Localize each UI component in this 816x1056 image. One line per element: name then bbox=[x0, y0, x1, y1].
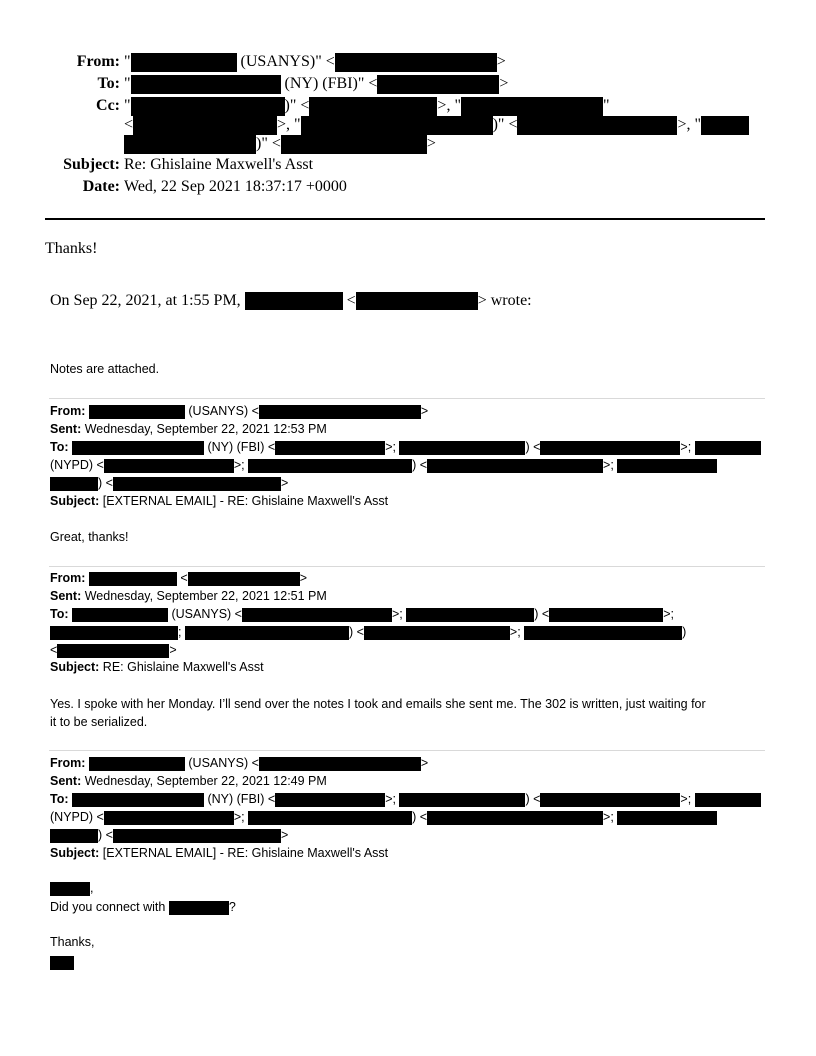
msg2-to-org: (USANYS) < bbox=[171, 607, 242, 621]
redaction bbox=[701, 116, 749, 135]
msg1-to-row-3: ) < > bbox=[50, 476, 288, 491]
redaction bbox=[104, 459, 234, 473]
msg1-subject-row bbox=[50, 494, 388, 508]
msg3-subject-row bbox=[50, 846, 388, 860]
redaction bbox=[89, 757, 185, 771]
redaction bbox=[275, 441, 385, 455]
redaction bbox=[695, 441, 761, 455]
msg3-subject-value: [EXTERNAL EMAIL] - RE: Ghislaine Maxwell's Asst bbox=[102, 846, 389, 860]
msg3-question-mark: ? bbox=[228, 900, 236, 914]
message-divider bbox=[49, 750, 765, 751]
redaction bbox=[113, 477, 281, 491]
header-subject-row bbox=[0, 156, 313, 174]
msg3-to-org: (NY) (FBI) < bbox=[207, 792, 276, 806]
msg1-from-label: From: bbox=[50, 404, 86, 418]
redaction bbox=[540, 793, 680, 807]
header-date-label: Date: bbox=[82, 178, 120, 195]
redaction bbox=[245, 292, 343, 310]
msg3-from-org: (USANYS) < bbox=[188, 756, 259, 770]
redaction bbox=[309, 97, 437, 116]
header-to-label: To: bbox=[97, 75, 120, 93]
header-from-org: (USANYS)" bbox=[240, 53, 322, 71]
redaction bbox=[124, 135, 256, 154]
msg3-sent-value: Wednesday, September 22, 2021 12:49 PM bbox=[84, 774, 327, 788]
header-from-label: From: bbox=[76, 53, 120, 71]
msg1-to-row-2: (NYPD) < >; ) < >; bbox=[50, 458, 717, 473]
redaction bbox=[399, 793, 525, 807]
redaction bbox=[281, 135, 427, 154]
redaction bbox=[50, 829, 98, 843]
msg2-to-row: To: (USANYS) < >; ) < >; bbox=[50, 607, 674, 621]
header-subject-label: Subject: bbox=[63, 156, 120, 173]
redaction bbox=[399, 441, 525, 455]
redaction bbox=[617, 459, 717, 473]
header-to-org: (NY) (FBI)" bbox=[284, 75, 365, 93]
message-divider bbox=[49, 398, 765, 399]
redaction bbox=[72, 608, 168, 622]
msg2-body-line-2: it to be serialized. bbox=[50, 715, 148, 729]
redaction bbox=[549, 608, 663, 622]
msg1-to-line2: (NYPD) < bbox=[50, 458, 104, 472]
redaction bbox=[427, 811, 603, 825]
reply-text: Thanks! bbox=[45, 240, 98, 257]
msg3-sent-label: Sent: bbox=[50, 774, 82, 788]
header-date-row bbox=[0, 178, 347, 196]
header-cc-row: Cc: " )" < >, " " bbox=[0, 97, 610, 116]
msg1-to-label: To: bbox=[50, 440, 69, 454]
redaction bbox=[113, 829, 281, 843]
msg3-to-row-2: (NYPD) < >; ) < >; bbox=[50, 810, 717, 825]
redaction bbox=[335, 53, 497, 72]
redaction bbox=[72, 793, 204, 807]
header-date-value: Wed, 22 Sep 2021 18:37:17 +0000 bbox=[124, 178, 347, 195]
header-to-row: To: " (NY) (FBI)" < > bbox=[0, 75, 508, 94]
redaction bbox=[50, 882, 90, 896]
msg2-body-line-1: Yes. I spoke with her Monday. I’ll send over the notes I took and emails she sent me. The 302 is written, just waiting for bbox=[50, 697, 706, 711]
msg3-question-text: Did you connect with bbox=[50, 900, 166, 914]
quote-attribution: On Sep 22, 2021, at 1:55 PM, < > wrote: bbox=[50, 292, 532, 309]
msg1-to-row: To: (NY) (FBI) < >; ) < >; bbox=[50, 440, 761, 455]
msg1-sent-row bbox=[50, 422, 327, 436]
redaction bbox=[275, 793, 385, 807]
redaction bbox=[72, 441, 204, 455]
header-from-row: From: " (USANYS)" < > bbox=[0, 53, 506, 72]
quote-prefix: On Sep 22, 2021, at 1:55 PM, bbox=[50, 292, 241, 309]
redaction bbox=[50, 626, 178, 640]
msg1-sent-value: Wednesday, September 22, 2021 12:53 PM bbox=[84, 422, 327, 436]
msg3-greeting: , bbox=[50, 881, 93, 896]
msg2-to-row-3: < > bbox=[50, 643, 177, 657]
msg1-subject-value: [EXTERNAL EMAIL] - RE: Ghislaine Maxwell's Asst bbox=[102, 494, 389, 508]
redaction bbox=[133, 116, 277, 135]
redaction bbox=[89, 572, 177, 586]
header-cc-label: Cc: bbox=[96, 97, 120, 115]
msg3-sent-row bbox=[50, 774, 327, 788]
header-divider bbox=[45, 218, 765, 220]
msg1-body: Great, thanks! bbox=[50, 530, 129, 544]
notes-text: Notes are attached. bbox=[50, 362, 160, 376]
msg3-signature bbox=[50, 955, 74, 970]
redaction bbox=[169, 901, 229, 915]
msg2-sent-row bbox=[50, 589, 327, 603]
msg3-from-label: From: bbox=[50, 756, 86, 770]
redaction bbox=[695, 793, 761, 807]
redaction bbox=[377, 75, 499, 94]
redaction bbox=[524, 626, 682, 640]
redaction bbox=[406, 608, 534, 622]
msg1-from-row: From: (USANYS) < > bbox=[50, 404, 429, 418]
redaction bbox=[89, 405, 185, 419]
msg2-subject-label: Subject: bbox=[50, 660, 100, 674]
redaction bbox=[517, 116, 677, 135]
redaction bbox=[427, 459, 603, 473]
message-divider bbox=[49, 566, 765, 567]
msg2-from-row: From: < > bbox=[50, 571, 307, 585]
header-cc-row-3: )" < > bbox=[124, 135, 436, 154]
msg3-to-line2: (NYPD) < bbox=[50, 810, 104, 824]
msg2-to-row-2: ; ) < >; ) bbox=[50, 625, 686, 640]
msg3-to-row-3: ) < > bbox=[50, 828, 288, 843]
redaction bbox=[131, 97, 285, 116]
quote-suffix: wrote: bbox=[490, 292, 532, 309]
msg1-subject-label: Subject: bbox=[50, 494, 100, 508]
msg2-to-label: To: bbox=[50, 607, 69, 621]
redaction bbox=[248, 811, 412, 825]
msg1-from-org: (USANYS) < bbox=[188, 404, 259, 418]
header-cc-row-2: < >, " )" < >, " bbox=[124, 116, 749, 135]
redaction bbox=[248, 459, 412, 473]
redaction bbox=[50, 477, 98, 491]
redaction bbox=[131, 53, 237, 72]
redaction bbox=[50, 956, 74, 970]
msg3-to-label: To: bbox=[50, 792, 69, 806]
redaction bbox=[364, 626, 510, 640]
redaction bbox=[461, 97, 603, 116]
redaction bbox=[617, 811, 717, 825]
msg3-from-row: From: (USANYS) < > bbox=[50, 756, 429, 770]
redaction bbox=[188, 572, 300, 586]
msg2-subject-value: RE: Ghislaine Maxwell's Asst bbox=[102, 660, 264, 674]
redaction bbox=[356, 292, 478, 310]
redaction bbox=[301, 116, 493, 135]
msg2-from-label: From: bbox=[50, 571, 86, 585]
redaction bbox=[104, 811, 234, 825]
redaction bbox=[185, 626, 349, 640]
msg1-to-org: (NY) (FBI) < bbox=[207, 440, 276, 454]
redaction bbox=[540, 441, 680, 455]
msg3-to-row: To: (NY) (FBI) < >; ) < >; bbox=[50, 792, 761, 807]
msg3-subject-label: Subject: bbox=[50, 846, 100, 860]
redaction bbox=[259, 757, 421, 771]
redaction bbox=[242, 608, 392, 622]
redaction bbox=[57, 644, 169, 658]
redaction bbox=[259, 405, 421, 419]
redaction bbox=[131, 75, 281, 94]
msg3-question bbox=[50, 900, 236, 915]
header-subject-value: Re: Ghislaine Maxwell's Asst bbox=[124, 156, 314, 173]
msg2-sent-label: Sent: bbox=[50, 589, 82, 603]
msg2-subject-row bbox=[50, 660, 264, 674]
msg3-signoff: Thanks, bbox=[50, 935, 95, 949]
msg2-sent-value: Wednesday, September 22, 2021 12:51 PM bbox=[84, 589, 327, 603]
msg1-sent-label: Sent: bbox=[50, 422, 82, 436]
